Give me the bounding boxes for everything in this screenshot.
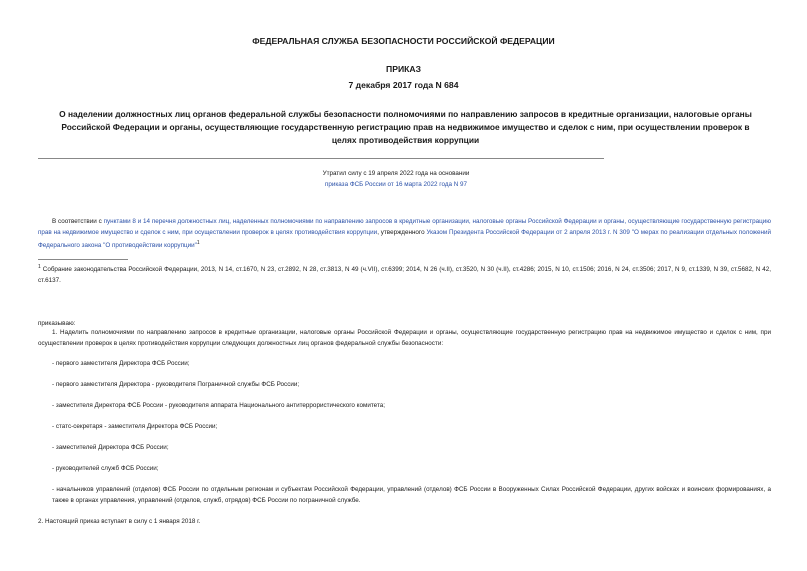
intro-link-decree[interactable]: Указом Президента Российской Федерации от 2 апреля 2013 г. N 309 "О мерах по реализации отдельных положений Федерального закона "О противодействии коррупции" [38, 229, 771, 250]
paragraph-2: 2. Настоящий приказ вступает в силу с 1 января 2018 г. [38, 518, 201, 525]
repeal-link[interactable]: приказа ФСБ России от 16 марта 2022 года N 97 [324, 181, 468, 188]
list-item: - статс-секретаря - заместителя Директора ФСБ России; [52, 423, 218, 430]
document-title: О наделении должностных лиц органов федеральной службы безопасности полномочиями по направлению запросов в кредитные организации, налоговые органы Российской Федерации и органы, осуществляющие государственную регистрацию прав на недвижимое имущество и сделок с ним, при осуществлении проверок в целях противодействия коррупции [59, 109, 752, 145]
divider-left [38, 158, 320, 159]
footnote-mark: 1 [38, 264, 41, 270]
intro-link-list[interactable]: пунктами 8 и 14 перечня должностных лиц, наделенных полномочиями по направлению запросов в кредитные организации, налоговые органы Российской Федерации и органы, осуществляющие государственную регистрацию прав на недвижимое имущество и сделок с ним, при осуществлении проверок в целях противодействия коррупции [38, 218, 772, 236]
list-item: - первого заместителя Директора - руководителя Пограничной службы ФСБ России; [52, 381, 300, 388]
intro-mid: , утвержденного [377, 229, 427, 236]
list-item: - начальников управлений (отделов) ФСБ России по отдельным регионам и субъектам Российской Федерации, управлений (отделов) ФСБ России в Вооруженных Силах Российской Федерации, других войсках и воинских формированиях, а также в органах управления, управлений (отделов, служб, отрядов) ФСБ России по пограничной службе. [52, 486, 771, 504]
repeal-notice [316, 168, 476, 190]
footnote-text: Собрание законодательства Российской Федерации, 2013, N 14, ст.1670, N 23, ст.2892, N 28, ст.3813, N 49 (ч.VII), ст.6399; 2014, N 26 (ч.II), ст.3520, N 30 (ч.II), ст.4286; 2015, N 10, ст.1506; 2016, N 24, ст.3506; 2017, N 9, ст.1339, N 39, ст.5682, N 42, ст.6137. [38, 266, 771, 285]
divider-right [316, 158, 604, 159]
footnote [38, 262, 771, 286]
document-date-number: 7 декабря 2017 года N 684 [348, 80, 459, 90]
list-item: - заместителей Директора ФСБ России; [52, 444, 169, 451]
repeal-text: Утратил силу с 19 апреля 2022 года на основании [322, 170, 470, 177]
footnote-ref: 1 [196, 240, 200, 246]
agency-name: ФЕДЕРАЛЬНАЯ СЛУЖБА БЕЗОПАСНОСТИ РОССИЙСКОЙ ФЕДЕРАЦИИ [252, 36, 555, 46]
document-type: ПРИКАЗ [386, 64, 421, 74]
order-word: приказываю: [38, 320, 76, 327]
paragraph-1: 1. Наделить полномочиями по направлению запросов в кредитные организации, налоговые органы Российской Федерации и органы, осуществляющие государственную регистрацию прав на недвижимое имущество и сделок с ним, при осуществлении проверок в целях противодействия коррупции следующих должностных лиц органов федеральной службы безопасности: [38, 329, 771, 347]
intro-paragraph [38, 216, 771, 251]
footnote-divider [38, 259, 128, 260]
list-item: - первого заместителя Директора ФСБ России; [52, 360, 190, 367]
list-item: - руководителей служб ФСБ России; [52, 465, 159, 472]
list-item: - заместителя Директора ФСБ России - руководителя аппарата Национального антитеррористического комитета; [52, 402, 386, 409]
intro-lead: В соответствии с [52, 218, 104, 225]
